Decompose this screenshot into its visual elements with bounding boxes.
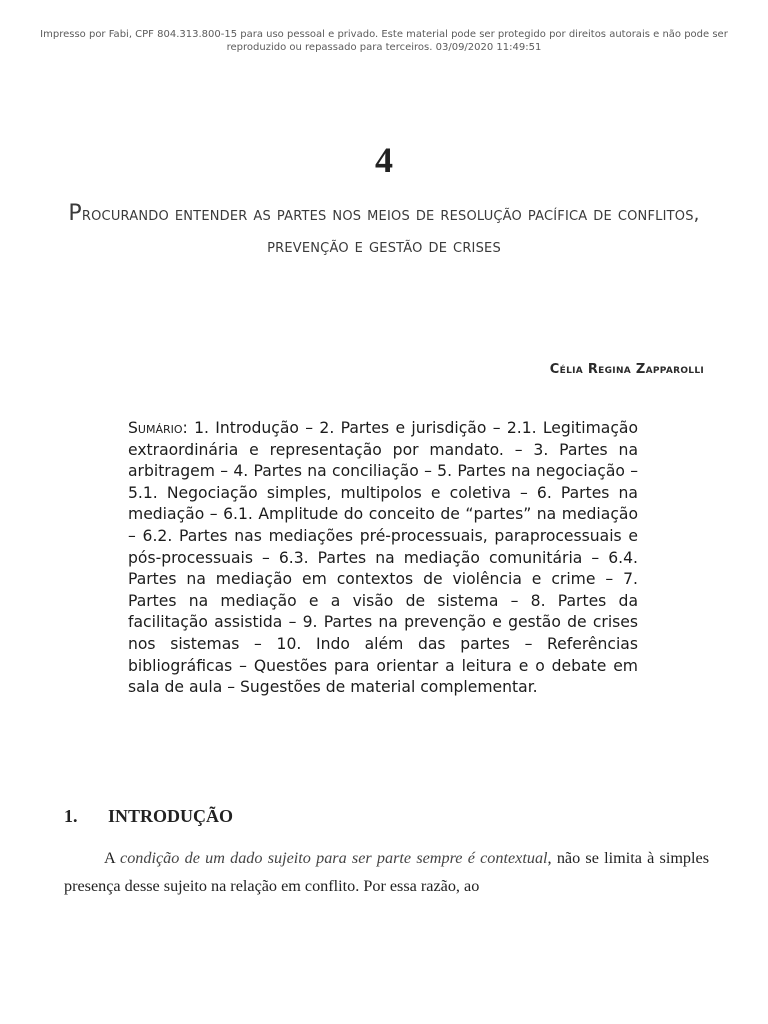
watermark-notice: Impresso por Fabi, CPF 804.313.800-15 para uso pessoal e privado. Este material pode ser protegido por direitos autorais e não pode ser reproduzido ou repassado para terceiros. 03/09/2020 11:49:51 xyxy=(40,29,728,53)
chapter-title xyxy=(55,198,713,263)
section-heading xyxy=(64,806,233,827)
body-paragraph xyxy=(64,844,709,900)
summary-text: : 1. Introdução – 2. Partes e jurisdição – 2.1. Legitimação extraordinária e representação por mandato. – 3. Partes na arbitragem – 4. Partes na conciliação – 5. Partes na negociação – 5.1. Negociação simples, multipolos e coletiva – 6. Partes na mediação – 6.1. Amplitude do conceito de “partes” na mediação – 6.2. Partes nas mediações pré-processuais, paraprocessuais e pós-processuais – 6.3. Partes na mediação comunitária – 6.4. Partes na mediação em contextos de violência e crime – 7. Partes na mediação e a visão de sistema – 8. Partes da facilitação assistida – 9. Partes na prevenção e gestão de crises nos sistemas – 10. Indo além das partes – Referências bibliográficas – Questões para orientar a leitura e o debate em sala de aula – Sugestões de material complementar. xyxy=(128,419,638,697)
paragraph-emphasis: condição de um dado sujeito para ser parte sempre é contextual xyxy=(120,849,548,867)
chapter-number: 4 xyxy=(375,140,393,180)
chapter-title-initial: P xyxy=(68,201,82,226)
paragraph-rest: , não se limita à simples presença desse sujeito na relação em conflito. Por essa razão, ao xyxy=(64,849,710,895)
section-number: 1. xyxy=(64,806,78,826)
author-name: Célia Regina Zapparolli xyxy=(549,362,704,377)
chapter-title-rest: rocurando entender as partes nos meios de resolução pacífica de conflitos, prevenção e gestão de crises xyxy=(81,204,700,257)
summary-label: Sumário xyxy=(128,419,183,437)
section-title: INTRODUÇÃO xyxy=(108,806,234,826)
chapter-summary xyxy=(128,418,638,699)
paragraph-lead: A xyxy=(104,849,121,867)
